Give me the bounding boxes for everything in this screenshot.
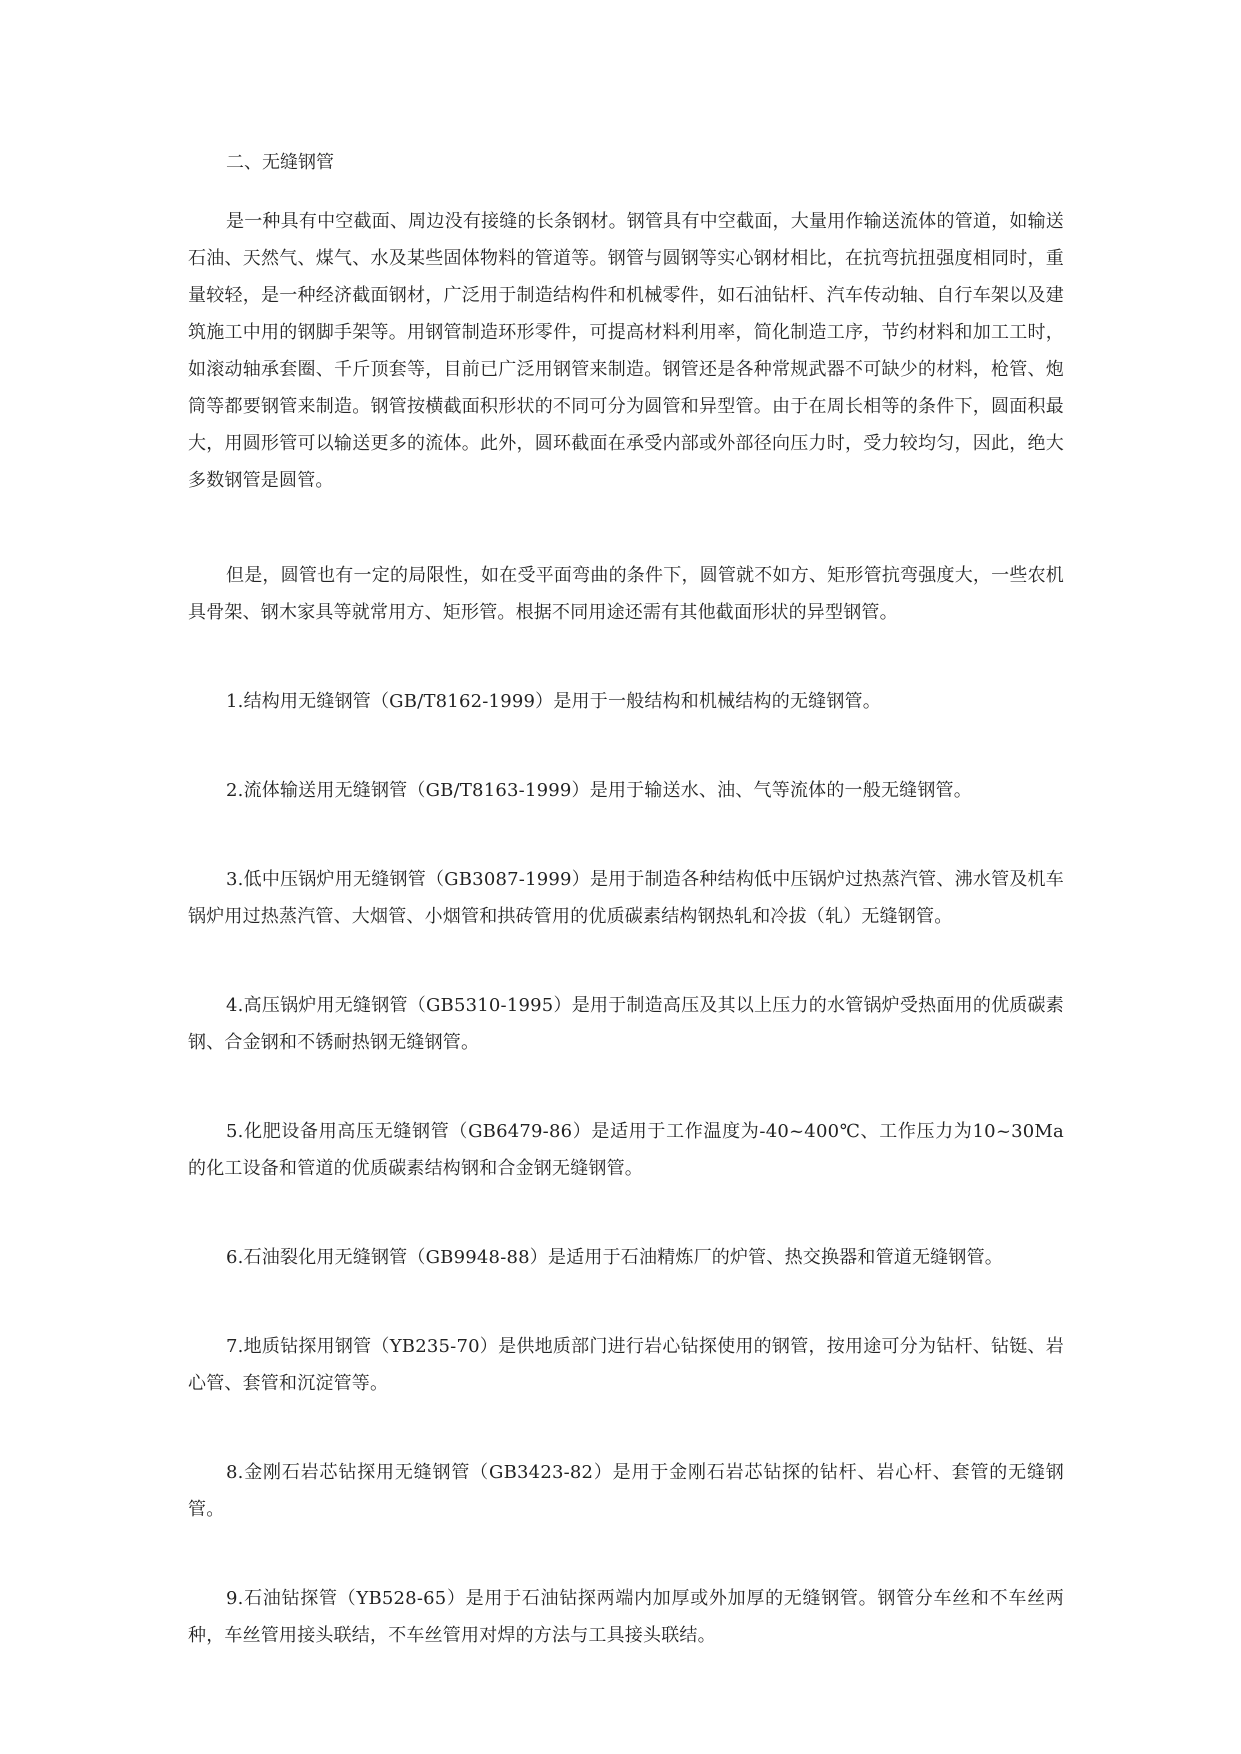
list-item-8: 8.金刚石岩芯钻探用无缝钢管（GB3423-82）是用于金刚石岩芯钻探的钻杆、岩心杆、套管的无缝钢管。 [188,1462,1064,1520]
list-item-5: 5.化肥设备用高压无缝钢管（GB6479-86）是适用于工作温度为-40~400℃、工作压力为10~30Ma的化工设备和管道的优质碳素结构钢和合金钢无缝钢管。 [188,1121,1064,1179]
list-item-9: 9.石油钻探管（YB528-65）是用于石油钻探两端内加厚或外加厚的无缝钢管。钢管分车丝和不车丝两种，车丝管用接头联结，不车丝管用对焊的方法与工具接头联结。 [188,1588,1064,1646]
list-item-1: 1.结构用无缝钢管（GB/T8162-1999）是用于一般结构和机械结构的无缝钢管。 [226,691,881,712]
list-item-2: 2.流体输送用无缝钢管（GB/T8163-1999）是用于输送水、油、气等流体的一般无缝钢管。 [226,780,972,801]
list-item-7: 7.地质钻探用钢管（YB235-70）是供地质部门进行岩心钻探使用的钢管，按用途可分为钻杆、钻铤、岩心管、套管和沉淀管等。 [188,1336,1064,1394]
list-item-3: 3.低中压锅炉用无缝钢管（GB3087-1999）是用于制造各种结构低中压锅炉过热蒸汽管、沸水管及机车锅炉用过热蒸汽管、大烟管、小烟管和拱砖管用的优质碳素结构钢热轧和冷拔（轧）无缝钢管。 [188,869,1064,927]
section-heading: 二、无缝钢管 [226,152,334,173]
limitation-paragraph: 但是，圆管也有一定的局限性，如在受平面弯曲的条件下，圆管就不如方、矩形管抗弯强度大，一些农机具骨架、钢木家具等就常用方、矩形管。根据不同用途还需有其他截面形状的异型钢管。 [188,565,1064,623]
intro-paragraph: 是一种具有中空截面、周边没有接缝的长条钢材。钢管具有中空截面，大量用作输送流体的管道，如输送石油、天然气、煤气、水及某些固体物料的管道等。钢管与圆钢等实心钢材相比，在抗弯抗扭强度相同时，重量较轻，是一种经济截面钢材，广泛用于制造结构件和机械零件，如石油钻杆、汽车传动轴、自行车架以及建筑施工中用的钢脚手架等。用钢管制造环形零件，可提高材料利用率，简化制造工序，节约材料和加工工时，如滚动轴承套圈、千斤顶套等，目前已广泛用钢管来制造。钢管还是各种常规武器不可缺少的材料，枪管、炮筒等都要钢管来制造。钢管按横截面积形状的不同可分为圆管和异型管。由于在周长相等的条件下，圆面积最大，用圆形管可以输送更多的流体。此外，圆环截面在承受内部或外部径向压力时，受力较均匀，因此，绝大多数钢管是圆管。 [188,211,1064,491]
list-item-4: 4.高压锅炉用无缝钢管（GB5310-1995）是用于制造高压及其以上压力的水管锅炉受热面用的优质碳素钢、合金钢和不锈耐热钢无缝钢管。 [188,995,1064,1053]
document-page [188,145,1064,1654]
list-item-6: 6.石油裂化用无缝钢管（GB9948-88）是适用于石油精炼厂的炉管、热交换器和管道无缝钢管。 [226,1247,1003,1268]
